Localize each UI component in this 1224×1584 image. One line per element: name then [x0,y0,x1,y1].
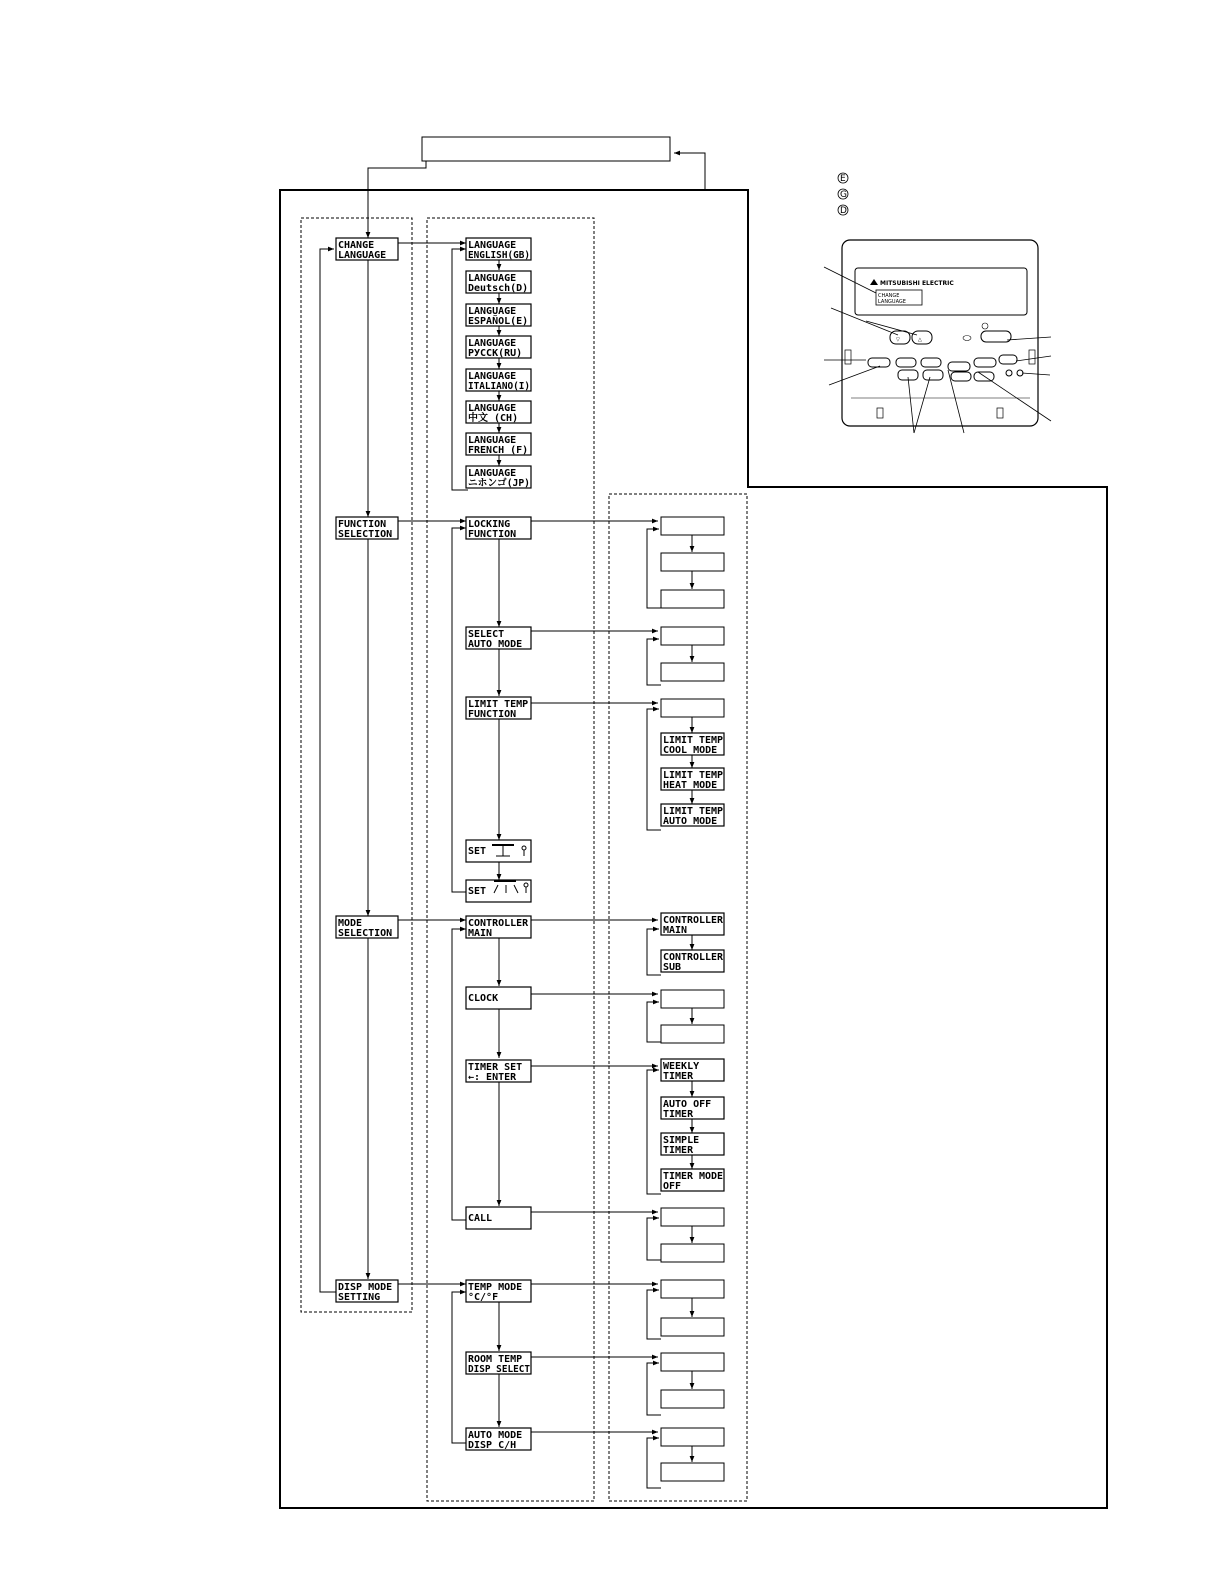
function-item [466,517,531,540]
remote-check-button[interactable] [896,358,916,367]
language-item [466,401,531,424]
remote-time-down-button[interactable] [951,372,971,381]
loop-autodisp [647,1438,661,1488]
down-arrow-icon: ▽ [896,337,900,343]
main-menu-item-line1: DISP MODE [338,1282,393,1293]
language-item-line2: ESPAÑOL(E) [468,316,529,327]
disp-mode-item-line2: DISP SELECT [468,1364,530,1375]
main-menu-item [336,517,398,540]
language-item [466,369,531,392]
mode-item-line1: CLOCK [468,993,499,1004]
language-item-line1: LANGUAGE [468,338,517,349]
remote-brand: MITSUBISHI ELECTRIC [880,280,954,287]
language-item-line1: LANGUAGE [468,468,517,479]
function-item-line1: SET [468,886,487,897]
loop-clock [647,1002,661,1042]
timer-option-line2: OFF [663,1181,682,1192]
language-item-line1: LANGUAGE [468,435,517,446]
language-item-line1: LANGUAGE [468,371,517,382]
remote-timer-button[interactable] [974,358,996,367]
timer-option [661,1097,724,1120]
remote-filter-button[interactable] [1006,370,1012,376]
function-item-line2: AUTO MODE [468,639,523,650]
language-item [466,433,531,456]
legend-g: G [840,190,847,200]
function-item-line1: LIMIT TEMP [468,699,529,710]
function-item [466,697,531,720]
mode-item [466,916,531,939]
timer-option [661,1133,724,1156]
language-item-line1: LANGUAGE [468,306,517,317]
disp-mode-item-line1: ROOM TEMP [468,1354,523,1365]
disp-loop [452,1292,466,1443]
function-item-line2: FUNCTION [468,709,517,720]
controller-option [661,950,724,973]
entry-connector [368,161,426,238]
limit-temp-option [661,768,724,791]
remote-set-up-button[interactable] [923,370,943,380]
loop-timer [647,1070,661,1194]
remote-vane-button[interactable] [999,355,1017,364]
mode-item-line1: CONTROLLER [468,918,529,929]
function-item-line1: SET [468,846,487,857]
limit-temp-option-line2: COOL MODE [663,745,718,756]
timer-option-line2: TIMER [663,1145,694,1156]
legend-e: E [840,174,846,184]
controller-option-line2: SUB [663,962,682,973]
func-loop [452,528,466,892]
function-item [466,627,531,650]
main-menu-item [336,1280,398,1303]
limit-temp-option-line1: LIMIT TEMP [663,806,723,817]
lcd-labels [336,238,724,1451]
mode-item [466,1060,531,1083]
main-menu-item-line1: FUNCTION [338,519,387,530]
language-item-line2: ニホンゴ(JP) [468,478,533,489]
loop-limit [647,709,661,830]
mode-item [466,987,531,1009]
limit-temp-option-line1: LIMIT TEMP [663,735,723,746]
mode-item-line1: CALL [468,1213,493,1224]
remote-controller [824,173,1051,433]
main-menu-item-line2: SETTING [338,1292,381,1303]
disp-mode-item [466,1428,531,1451]
main-menu-item-line1: MODE [338,918,363,929]
language-item-line1: LANGUAGE [468,273,517,284]
main-menu-item-line2: SELECTION [338,529,393,540]
language-item-line2: ENGLISH(GB) [468,250,530,261]
timer-option-line1: SIMPLE [663,1135,700,1146]
language-item-line1: LANGUAGE [468,403,517,414]
limit-temp-option-line2: HEAT MODE [663,780,718,791]
timer-option [661,1169,724,1192]
loop-tempmode [647,1290,661,1339]
timer-option-line2: TIMER [663,1071,694,1082]
disp-mode-item-line1: TEMP MODE [468,1282,523,1293]
language-item-line2: FRENCH (F) [468,445,529,456]
timer-option-line1: AUTO OFF [663,1099,712,1110]
disp-mode-item [466,1352,531,1375]
remote-mode-button[interactable] [868,358,890,367]
main-menu-item [336,916,398,939]
controller-option-line1: CONTROLLER [663,915,724,926]
loop-roomtemp [647,1363,661,1415]
main-menu-item-line1: CHANGE [338,240,375,251]
remote-menu-button[interactable] [948,362,970,371]
remote-temp-up-button[interactable] [912,331,932,344]
limit-temp-option [661,733,724,756]
mode-item-line2: ←: ENTER [468,1072,517,1083]
loop-controller [647,929,661,975]
main-loop [320,249,336,1292]
language-item [466,271,531,294]
loop-call [647,1218,661,1260]
function-item [466,880,531,902]
disp-mode-item-line2: °C/°F [468,1292,499,1303]
timer-option-line2: TIMER [663,1109,694,1120]
controller-option-line1: CONTROLLER [663,952,724,963]
disp-mode-item-line1: AUTO MODE [468,1430,523,1441]
function-item-line2: FUNCTION [468,529,517,540]
remote-display-line2: LANGUAGE [878,299,906,305]
loop-locking [647,529,661,608]
language-item-line2: Deutsch(D) [468,283,529,294]
loop-auto [647,639,661,685]
language-item-line2: 中文 (CH) [468,413,519,424]
up-arrow-icon: △ [918,337,922,343]
mode-loop [452,929,466,1220]
mode-item [466,1207,531,1229]
top-header-box [422,137,670,161]
timer-option [661,1059,724,1082]
main-menu-item [336,238,398,261]
disp-mode-item [466,1280,531,1303]
legend-d: D [840,206,847,216]
language-item [466,466,531,489]
language-item-line1: LANGUAGE [468,240,517,251]
limit-temp-option-line1: LIMIT TEMP [663,770,723,781]
controller-option [661,913,724,936]
mode-item-line1: TIMER SET [468,1062,523,1073]
language-item-line2: ITALIANO(I) [468,381,530,392]
limit-temp-option-line2: AUTO MODE [663,816,718,827]
timer-option-line1: TIMER MODE [663,1171,723,1182]
disp-mode-item-line2: DISP C/H [468,1440,517,1451]
function-item-line1: SELECT [468,629,505,640]
language-item [466,238,531,261]
exit-connector [674,153,705,190]
remote-display-line1: CHANGE [878,293,900,299]
main-menu-frame [301,218,412,1312]
controller-option-line2: MAIN [663,925,688,936]
language-item [466,336,531,359]
timer-option-line1: WEEKLY [663,1061,700,1072]
mode-item-line2: MAIN [468,928,493,939]
language-item-line2: РУССК(RU) [468,348,523,359]
main-menu-item-line2: SELECTION [338,928,393,939]
limit-temp-option [661,804,724,827]
function-item [466,840,531,862]
remote-fan-button[interactable] [921,358,941,367]
main-menu-item-line2: LANGUAGE [338,250,387,261]
language-item [466,304,531,327]
function-item-line1: LOCKING [468,519,511,530]
remote-power-button[interactable] [981,331,1011,342]
